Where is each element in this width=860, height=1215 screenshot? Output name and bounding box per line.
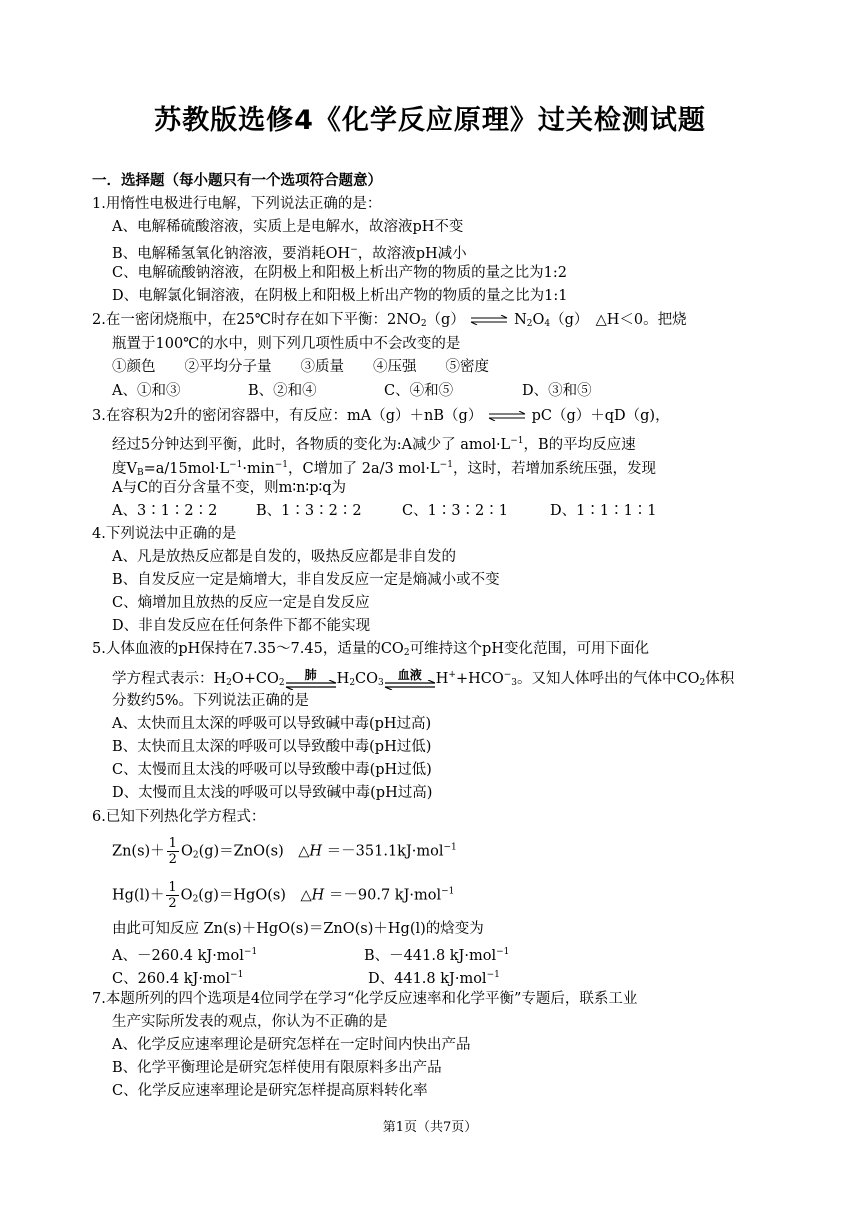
lung-arrow: 肺: [285, 668, 337, 690]
q3-line4: A与C的百分含量不变，则m∶n∶p∶q为: [112, 480, 347, 496]
q3-option-d: D、1∶1∶1∶1: [550, 503, 657, 519]
q6-equation-1: Zn(s)＋ $\frac{1}{2}$ $O_2(g)=ZnO(s)$ △H ＝－351.1kJ·mol$^{-1}$: [112, 836, 457, 867]
q2-option-d: D、③和⑤: [522, 383, 592, 399]
q2-properties: ①颜色 ②平均分子量 ③质量 ④压强 ⑤密度: [112, 359, 489, 375]
equilibrium-arrow-icon: [384, 680, 436, 690]
q3-option-c: C、1∶3∶2∶1: [402, 503, 508, 519]
q6-option-a: A、－260.4 kJ·mol$^{-1}$: [112, 947, 258, 964]
q6-stem: 6.已知下列热化学方程式：: [92, 809, 266, 825]
page-title: 苏教版选修4《化学反应原理》过关检测试题: [154, 105, 706, 136]
equilibrium-arrow-icon: [487, 411, 527, 421]
q6-option-d: D、441.8 kJ·mol$^{-1}$: [368, 970, 500, 987]
q6-option-b: B、－441.8 kJ·mol$^{-1}$: [364, 947, 510, 964]
q5-option-a: A、太快而且太深的呼吸可以导致碱中毒(pH过高): [112, 716, 432, 732]
q2-option-a: A、①和③: [112, 383, 181, 399]
q3-stem: 3.在容积为2升的密闭容器中，有反应：mA（g）＋nB（g） pC（g）＋qD（g)，: [92, 408, 670, 424]
q3-options: [112, 500, 657, 522]
q2-options: [112, 380, 592, 402]
q7-option-c: C、化学反应速率理论是研究怎样提高原料转化率: [112, 1083, 428, 1099]
q4-option-c: C、熵增加且放热的反应一定是自发反应: [112, 595, 370, 611]
q5-option-d: D、太慢而且太浅的呼吸可以导致碱中毒(pH过高): [112, 785, 433, 801]
section-heading: 一．选择题（每小题只有一个选项符合题意）: [92, 173, 382, 189]
q6-equation-2: Hg(l)＋ $\frac{1}{2}$ $O_2(g)=HgO(s)$ △H ＝－90.7 kJ·mol$^{-1}$: [112, 880, 455, 911]
q3-option-b: B、1∶3∶2∶2: [256, 503, 362, 519]
q2-option-c: C、④和⑤: [384, 383, 454, 399]
q4-stem: 4.下列说法中正确的是: [92, 526, 237, 542]
q5-equation: 学方程式表示：$H_2O+CO_2$ 肺 $H_2CO_3$ 血液 $H^++HCO^-_3$。又知人体呼出的气体中$CO_2$体积: [112, 668, 735, 688]
q6-question: 由此可知反应 Zn(s)＋HgO(s)＝ZnO(s)＋Hg(l)的焓变为: [112, 921, 484, 937]
q5-line3: 分数约5%。下列说法正确的是: [112, 693, 310, 709]
q3-line2: 经过5分钟达到平衡，此时，各物质的变化为:A减少了 $amol\cdot L^{-1}$，B的平均反应速: [112, 436, 636, 453]
blood-arrow: 血液: [384, 668, 436, 690]
q4-option-d: D、非自发反应在任何条件下都不能实现: [112, 618, 371, 634]
q2-stem: 2.在一密闭烧瓶中，在25℃时存在如下平衡：$2NO_2(g)$ $N_2O_4(g)$ △H＜0。把烧: [92, 312, 687, 329]
q1-option-b: B、电解稀氢氧化钠溶液，要消耗OH−，故溶液pH减小: [112, 245, 467, 262]
q6-options-row2: [112, 964, 500, 990]
q7-option-b: B、化学平衡理论是研究怎样使用有限原料多出产品: [112, 1060, 442, 1076]
q3-option-a: A、3∶1∶2∶2: [112, 503, 218, 519]
q2-line2: 瓶置于100℃的水中，则下列几项性质中不会改变的是: [112, 336, 461, 352]
q1-stem: 1.用惰性电极进行电解，下列说法正确的是：: [92, 196, 382, 212]
equilibrium-arrow-icon: [469, 315, 509, 325]
q7-option-a: A、化学反应速率理论是研究怎样在一定时间内快出产品: [112, 1037, 471, 1053]
q7-stem: 7.本题所列的四个选项是4位同学在学习“化学反应速率和化学平衡”专题后，联系工业: [92, 991, 638, 1007]
q4-option-b: B、自发反应一定是熵增大，非自发反应一定是熵减小或不变: [112, 572, 500, 588]
q5-stem: 5.人体血液的pH保持在7.35～7.45，适量的$CO_2$可维持这个pH变化范围，可用下面化: [92, 641, 649, 658]
q2-option-b: B、②和④: [248, 383, 317, 399]
page-footer: 第1页（共7页）: [382, 1120, 478, 1135]
q5-option-c: C、太慢而且太浅的呼吸可以导致酸中毒(pH过低): [112, 762, 432, 778]
q7-line2: 生产实际所发表的观点，你认为不正确的是: [112, 1014, 388, 1030]
fraction: $\frac{1}{2}$: [168, 836, 177, 867]
fraction: $\frac{1}{2}$: [168, 880, 177, 911]
equilibrium-arrow-icon: [285, 680, 337, 690]
q1-option-a: A、电解稀硫酸溶液，实质上是电解水，故溶液pH不变: [112, 219, 464, 235]
q1-option-d: D、电解氯化铜溶液，在阴极上和阳极上析出产物的物质的量之比为1:1: [112, 288, 568, 304]
q5-option-b: B、太快而且太深的呼吸可以导致酸中毒(pH过低): [112, 739, 432, 755]
q6-option-c: C、260.4 kJ·mol$^{-1}$: [112, 970, 244, 987]
q3-line3: 度$V_B=a/15mol\cdot L^{-1}\cdot\min^{-1}$，C增加了 2a/3 $mol\cdot L^{-1}$，这时，若增加系统压强，发现: [112, 460, 656, 478]
q1-option-c: C、电解硫酸钠溶液，在阴极上和阳极上析出产物的物质的量之比为1:2: [112, 265, 567, 281]
q4-option-a: A、凡是放热反应都是自发的，吸热反应都是非自发的: [112, 549, 456, 565]
